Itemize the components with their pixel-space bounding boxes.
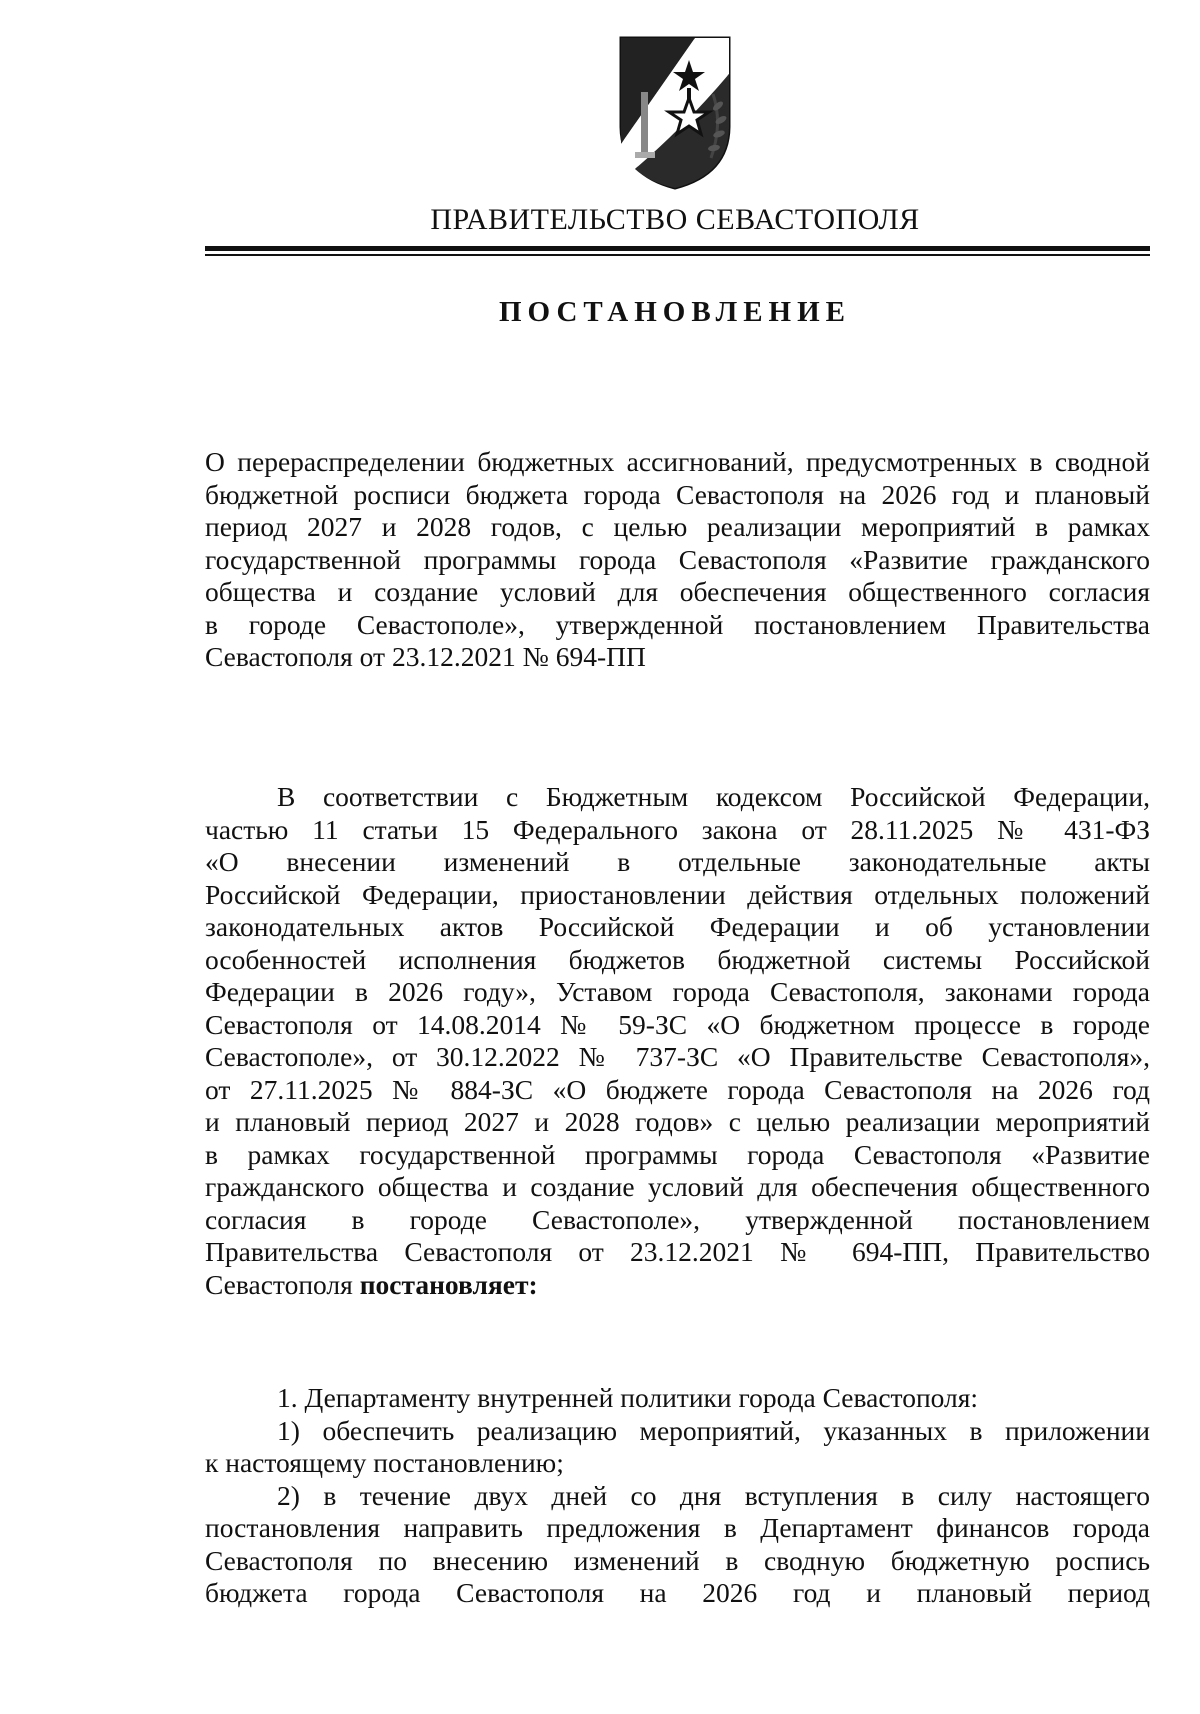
preamble-line: В соответствии с Бюджетным кодексом Российской Федерации, xyxy=(277,781,1150,812)
header-rule-thick xyxy=(205,246,1150,251)
subject-line: в городе Севастополе», утвержденной постановлением Правительства xyxy=(205,608,1150,640)
subject-line: О перераспределении бюджетных ассигнований, предусмотренных в сводной xyxy=(205,446,1150,477)
preamble-line: Севастополя от 14.08.2014 № 59-ЗС «О бюджетном процессе в городе xyxy=(205,1008,1150,1040)
preamble-line: гражданского общества и создание условий для обеспечения общественного xyxy=(205,1171,1150,1202)
item-line: Севастополя по внесению изменений в сводную бюджетную роспись xyxy=(205,1544,1150,1576)
item-line: бюджета города Севастополя на 2026 год и плановый период xyxy=(205,1577,1150,1608)
preamble-line: Правительства Севастополя от 23.12.2021 № 694-ПП, Правительство xyxy=(205,1236,1150,1267)
item-line: к настоящему постановлению; xyxy=(205,1447,564,1478)
preamble-line: от 27.11.2025 № 884-ЗС «О бюджете города Севастополя на 2026 год xyxy=(205,1073,1150,1105)
subject-line: период 2027 и 2028 годов, с целью реализации мероприятий в рамках xyxy=(205,511,1150,542)
preamble-paragraph xyxy=(205,781,1150,1301)
subject-line: Севастополя от 23.12.2021 № 694-ПП xyxy=(205,641,646,672)
document-type-title: ПОСТАНОВЛЕНИЕ xyxy=(498,296,851,328)
decree-word: постановляет: xyxy=(359,1268,538,1300)
preamble-line: особенностей исполнения бюджетов бюджетной системы Российской xyxy=(205,943,1150,975)
item-line: 1. Департаменту внутренней политики города Севастополя: xyxy=(277,1382,979,1413)
header-rule-thin xyxy=(205,254,1150,256)
preamble-line: Севастополе», от 30.12.2022 № 737-ЗС «О Правительстве Севастополя», xyxy=(205,1041,1150,1072)
subject-heading xyxy=(205,446,1150,674)
preamble-line: в рамках государственной программы города Севастополя «Развитие xyxy=(205,1138,1150,1170)
preamble-line: законодательных актов Российской Федерации и об установлении xyxy=(205,911,1150,942)
preamble-last-text: Севастополя xyxy=(205,1268,360,1300)
subject-line: бюджетной росписи бюджета города Севастополя на 2026 год и плановый xyxy=(205,478,1150,510)
preamble-line: «О внесении изменений в отдельные законодательные акты xyxy=(205,846,1150,877)
preamble-line: согласия в городе Севастополе», утвержденной постановлением xyxy=(205,1203,1150,1235)
subject-line: общества и создание условий для обеспечения общественного согласия xyxy=(205,576,1150,607)
government-title: ПРАВИТЕЛЬСТВО СЕВАСТОПОЛЯ xyxy=(430,203,920,236)
preamble-last-line xyxy=(205,1269,1150,1302)
preamble-line: частью 11 статьи 15 Федерального закона от 28.11.2025 № 431-ФЗ xyxy=(205,813,1150,845)
preamble-line: Федерации в 2026 году», Уставом города Севастополя, законами города xyxy=(205,976,1150,1007)
item-line: 1) обеспечить реализацию мероприятий, указанных в приложении xyxy=(277,1414,1150,1446)
preamble-line: и плановый период 2027 и 2028 годов» с целью реализации мероприятий xyxy=(205,1106,1150,1137)
sevastopol-coat-of-arms-icon xyxy=(615,34,735,192)
item-line: 2) в течение двух дней со дня вступления в силу настоящего xyxy=(277,1479,1150,1511)
item-line: постановления направить предложения в Департамент финансов города xyxy=(205,1512,1150,1543)
subject-line: государственной программы города Севастополя «Развитие гражданского xyxy=(205,543,1150,575)
preamble-line: Российской Федерации, приостановлении действия отдельных положений xyxy=(205,878,1150,910)
decree-items xyxy=(205,1382,1150,1610)
